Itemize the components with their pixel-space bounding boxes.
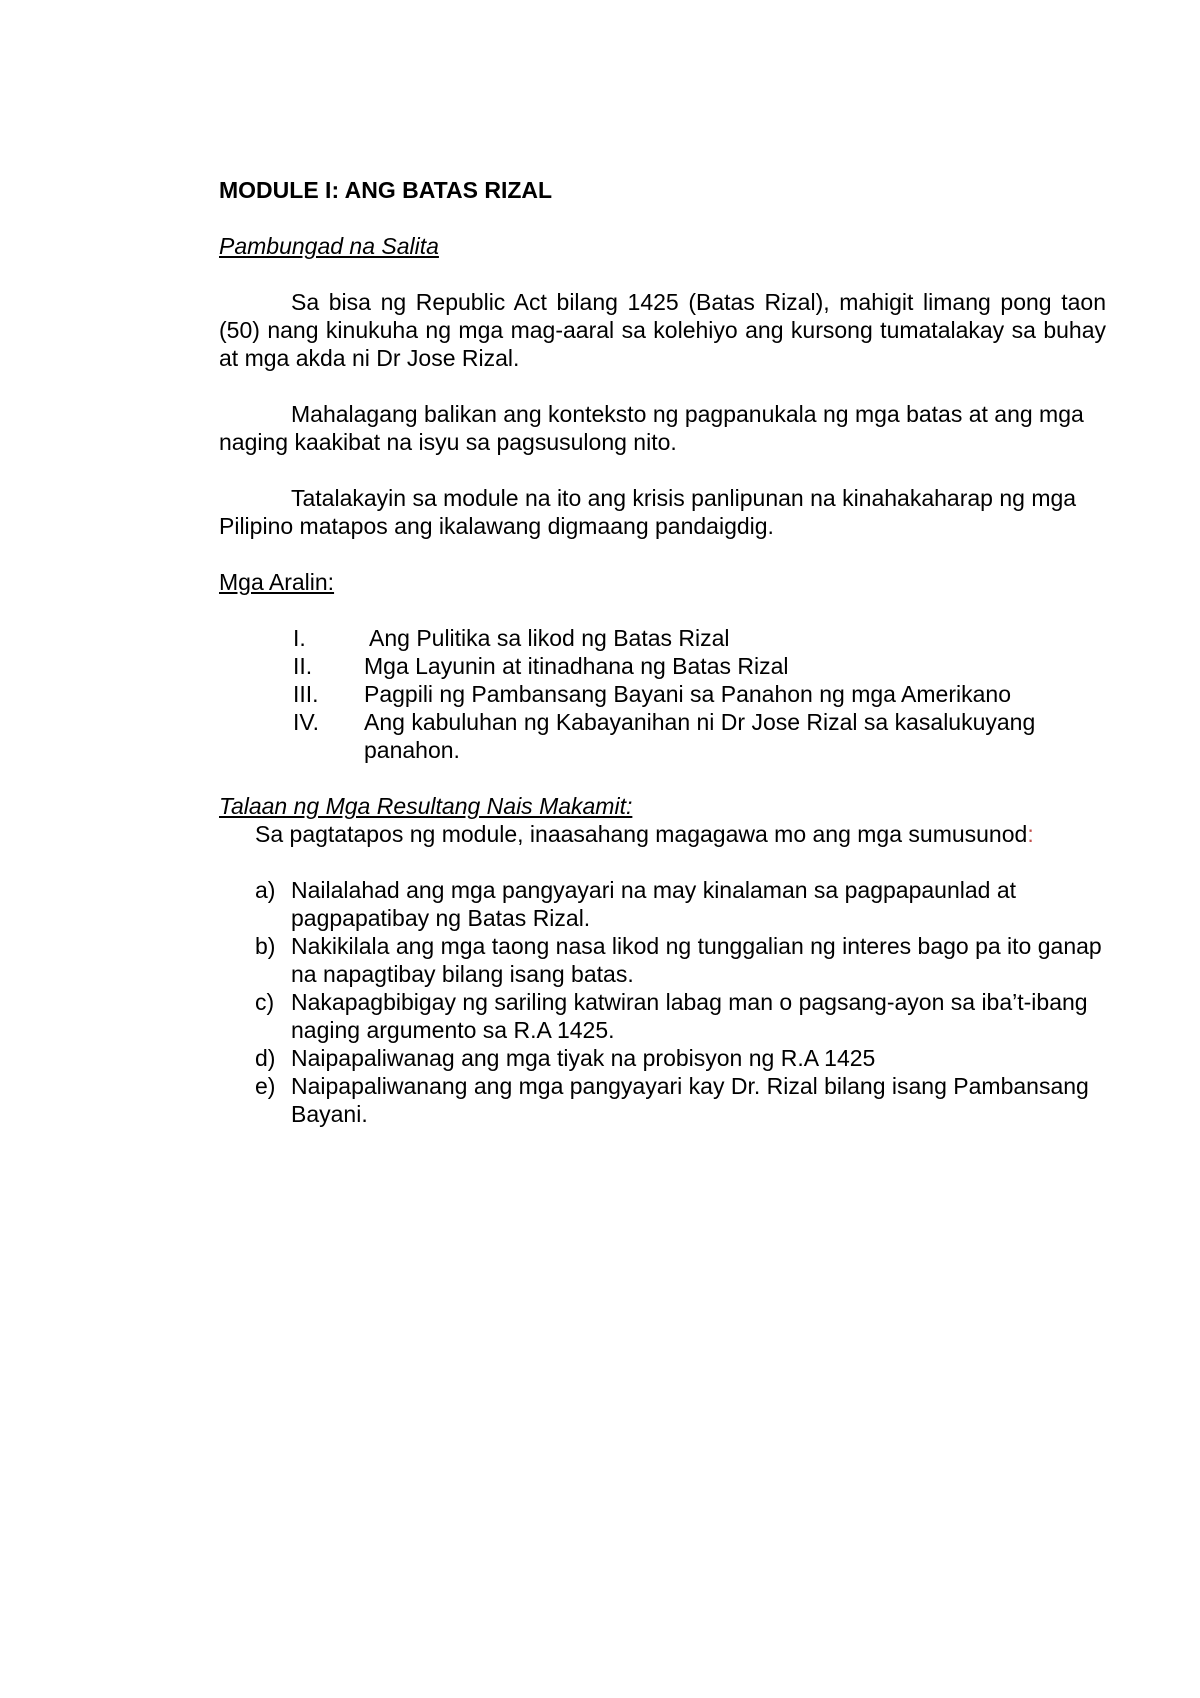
- list-item-number: III.: [293, 681, 319, 707]
- list-item: [219, 680, 1106, 708]
- list-item-text: Nakikilala ang mga taong nasa likod ng tunggalian ng interes bago pa ito ganap na napagtibay bilang isang batas.: [291, 933, 1102, 987]
- spacer: [219, 372, 1106, 400]
- list-item-text: Naipapaliwanang ang mga pangyayari kay Dr. Rizal bilang isang Pambansang Bayani.: [291, 1073, 1089, 1127]
- outcomes-intro: [219, 820, 1106, 848]
- list-item-letter: b): [255, 933, 276, 959]
- outcomes-heading: Talaan ng Mga Resultang Nais Makamit:: [219, 793, 633, 819]
- intro-heading: Pambungad na Salita: [219, 233, 439, 259]
- list-item-letter: e): [255, 1073, 276, 1099]
- paragraph-context: Mahalagang balikan ang konteksto ng pagpanukala ng mga batas at ang mga naging kaakibat na isyu sa pagsusulong nito.: [219, 401, 1084, 455]
- list-item-number: I.: [293, 625, 306, 651]
- list-item: [219, 1072, 1106, 1128]
- list-item-letter: a): [255, 877, 276, 903]
- list-item: [219, 624, 1106, 652]
- list-item-letter: c): [255, 989, 275, 1015]
- paragraph-module-scope: Tatalakayin sa module na ito ang krisis panlipunan na kinahakaharap ng mga Pilipino matapos ang ikalawang digmaang pandaigdig.: [219, 485, 1077, 539]
- outcomes-intro-text: Sa pagtatapos ng module, inaasahang magagawa mo ang mga sumusunod: [255, 821, 1028, 847]
- list-item: [219, 708, 1106, 764]
- page-title: MODULE I: ANG BATAS RIZAL: [219, 177, 553, 203]
- list-item: [219, 932, 1106, 988]
- lessons-list: [219, 624, 1106, 764]
- list-item: [219, 652, 1106, 680]
- list-item-letter: d): [255, 1045, 276, 1071]
- spacer: [219, 848, 1106, 876]
- document-content: [219, 176, 1106, 1128]
- list-item-text: Nailalahad ang mga pangyayari na may kinalaman sa pagpapaunlad at pagpapatibay ng Batas Rizal.: [291, 877, 1016, 931]
- outcomes-intro-colon: :: [1027, 821, 1034, 847]
- list-item-text: Ang kabuluhan ng Kabayanihan ni Dr Jose Rizal sa kasalukuyang panahon.: [364, 709, 1036, 763]
- spacer: [219, 456, 1106, 484]
- outcomes-list: [219, 876, 1106, 1128]
- list-item: [219, 1044, 1106, 1072]
- list-item: [219, 988, 1106, 1044]
- list-item-text: Naipapaliwanag ang mga tiyak na probisyon ng R.A 1425: [291, 1045, 876, 1071]
- list-item: [219, 876, 1106, 932]
- list-item-text: Ang Pulitika sa likod ng Batas Rizal: [369, 625, 730, 651]
- list-item-text: Pagpili ng Pambansang Bayani sa Panahon ng mga Amerikano: [364, 681, 1011, 707]
- list-item-text: Mga Layunin at itinadhana ng Batas Rizal: [364, 653, 789, 679]
- spacer: [219, 596, 1106, 624]
- spacer: [219, 540, 1106, 568]
- list-item-text: Nakapagbibigay ng sariling katwiran labag man o pagsang-ayon sa iba’t-ibang naging argumento sa R.A 1425.: [291, 989, 1088, 1043]
- list-item-number: II.: [293, 653, 313, 679]
- paragraph-intro: Sa bisa ng Republic Act bilang 1425 (Batas Rizal), mahigit limang pong taon (50) nang kinukuha ng mga mag-aaral sa kolehiyo ang kursong tumatalakay sa buhay at mga akda ni Dr Jose Rizal.: [219, 289, 1106, 371]
- spacer: [219, 764, 1106, 792]
- lessons-heading: Mga Aralin:: [219, 569, 335, 595]
- spacer: [219, 204, 1106, 232]
- list-item-number: IV.: [293, 709, 320, 735]
- spacer: [219, 260, 1106, 288]
